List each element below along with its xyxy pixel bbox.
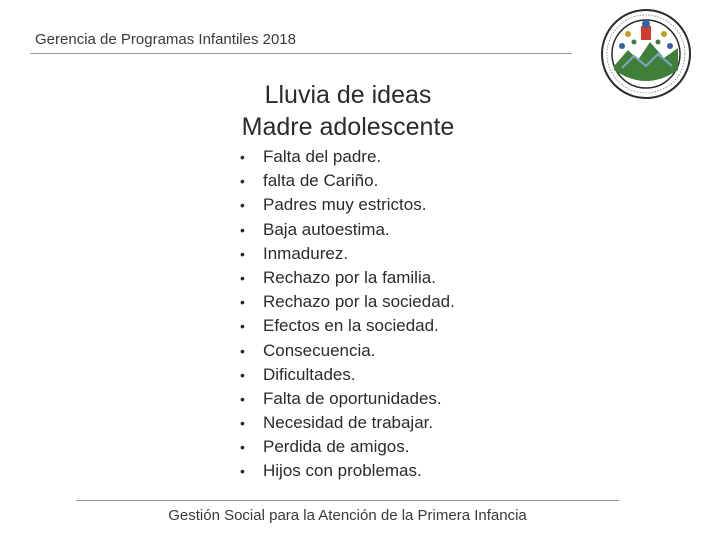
bullet-text: Dificultades. bbox=[263, 364, 356, 384]
bullet-icon: • bbox=[240, 173, 245, 190]
bullet-text: Baja autoestima. bbox=[263, 219, 390, 239]
bullet-icon: • bbox=[240, 197, 245, 214]
bullet-icon: • bbox=[240, 366, 245, 383]
bullet-icon: • bbox=[240, 245, 245, 262]
header-title: Gerencia de Programas Infantiles 2018 bbox=[35, 31, 296, 48]
footer-text: Gestión Social para la Atención de la Primera Infancia bbox=[168, 507, 527, 524]
header-divider bbox=[30, 53, 572, 54]
bullet-icon: • bbox=[240, 342, 245, 359]
bullet-text: Hijos con problemas. bbox=[263, 461, 422, 481]
bullet-icon: • bbox=[240, 390, 245, 407]
bullet-icon: • bbox=[240, 318, 245, 335]
bullet-text: Inmadurez. bbox=[263, 243, 349, 263]
bullet-text: Falta de oportunidades. bbox=[263, 388, 442, 408]
bullet-text: falta de Cariño. bbox=[263, 171, 379, 191]
bullet-icon: • bbox=[240, 149, 245, 165]
footer-divider bbox=[76, 500, 619, 501]
bullet-icon: • bbox=[240, 463, 245, 480]
bullet-icon: • bbox=[240, 221, 245, 238]
bullet-text: Rechazo por la sociedad. bbox=[263, 292, 455, 312]
bullet-text: Rechazo por la familia. bbox=[263, 267, 436, 287]
bullet-text: Perdida de amigos. bbox=[263, 437, 410, 457]
bullet-text: Padres muy estrictos. bbox=[263, 195, 427, 215]
bullet-text: Consecuencia. bbox=[263, 340, 376, 360]
bullet-icon: • bbox=[240, 415, 245, 432]
bullet-icon: • bbox=[240, 294, 245, 311]
university-seal-logo bbox=[600, 8, 692, 100]
bullet-icon: • bbox=[240, 269, 245, 286]
bullet-text: Efectos en la sociedad. bbox=[263, 316, 439, 336]
slide-title-line2: Madre adolescente bbox=[241, 113, 455, 141]
slide-title-line1: Lluvia de ideas bbox=[264, 81, 432, 109]
bullet-text: Necesidad de trabajar. bbox=[263, 413, 434, 433]
bullet-icon: • bbox=[240, 439, 245, 456]
bullet-text: Falta del padre. bbox=[263, 147, 382, 166]
